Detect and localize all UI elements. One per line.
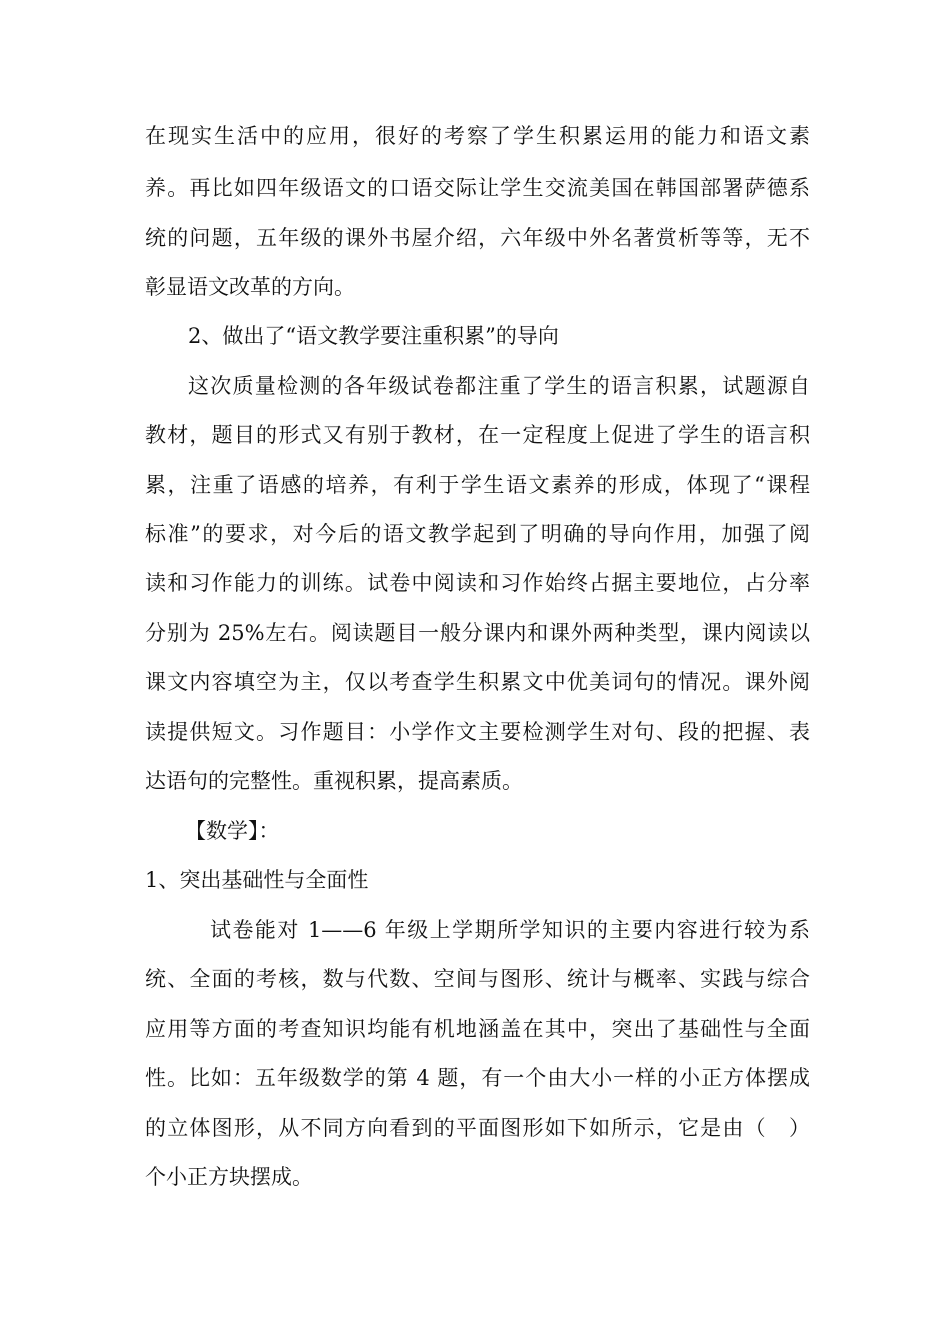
paragraph-line-14: 试卷能对 1——6 年级上学期所学知识的主要内容进行较为系 [210, 918, 810, 942]
paragraph-line-8: 标准”的要求，对今后的语文教学起到了明确的导向作用，加强了阅 [145, 522, 810, 546]
paragraph-line-6: 教材，题目的形式又有别于教材，在一定程度上促进了学生的语言积 [145, 423, 810, 447]
section-heading-math: 【数学】： [185, 819, 280, 843]
section-heading-math-1: 1、突出基础性与全面性 [145, 868, 369, 892]
paragraph-line-4: 彰显语文改革的方向。 [145, 275, 355, 299]
paragraph-line-18: 的立体图形，从不同方向看到的平面图形如下如所示，它是由（ ） [145, 1116, 810, 1140]
paragraph-line-19: 个小正方块摆成。 [145, 1165, 313, 1189]
paragraph-line-16: 应用等方面的考查知识均能有机地涵盖在其中，突出了基础性与全面 [145, 1017, 810, 1041]
paragraph-line-1: 在现实生活中的应用，很好的考察了学生积累运用的能力和语文素 [145, 124, 810, 148]
paragraph-line-13: 达语句的完整性。重视积累，提高素质。 [145, 769, 523, 793]
paragraph-line-12: 读提供短文。习作题目：小学作文主要检测学生对句、段的把握、表 [145, 720, 810, 744]
paragraph-line-10: 分别为 25%左右。阅读题目一般分课内和课外两种类型，课内阅读以 [145, 621, 810, 645]
paragraph-line-3: 统的问题，五年级的课外书屋介绍，六年级中外名著赏析等等，无不 [145, 226, 810, 250]
paragraph-line-17: 性。比如：五年级数学的第 4 题，有一个由大小一样的小正方体摆成 [145, 1066, 810, 1090]
paragraph-line-15: 统、全面的考核，数与代数、空间与图形、统计与概率、实践与综合 [145, 967, 810, 991]
paragraph-line-5: 这次质量检测的各年级试卷都注重了学生的语言积累，试题源自 [188, 374, 810, 398]
paragraph-line-2: 养。再比如四年级语文的口语交际让学生交流美国在韩国部署萨德系 [145, 176, 810, 200]
paragraph-line-7: 累，注重了语感的培养，有利于学生语文素养的形成，体现了“课程 [145, 473, 810, 497]
paragraph-line-11: 课文内容填空为主，仅以考查学生积累文中优美词句的情况。课外阅 [145, 670, 810, 694]
section-heading-chinese-2: 2、做出了“语文教学要注重积累”的导向 [188, 324, 559, 348]
paragraph-line-9: 读和习作能力的训练。试卷中阅读和习作始终占据主要地位，占分率 [145, 571, 810, 595]
